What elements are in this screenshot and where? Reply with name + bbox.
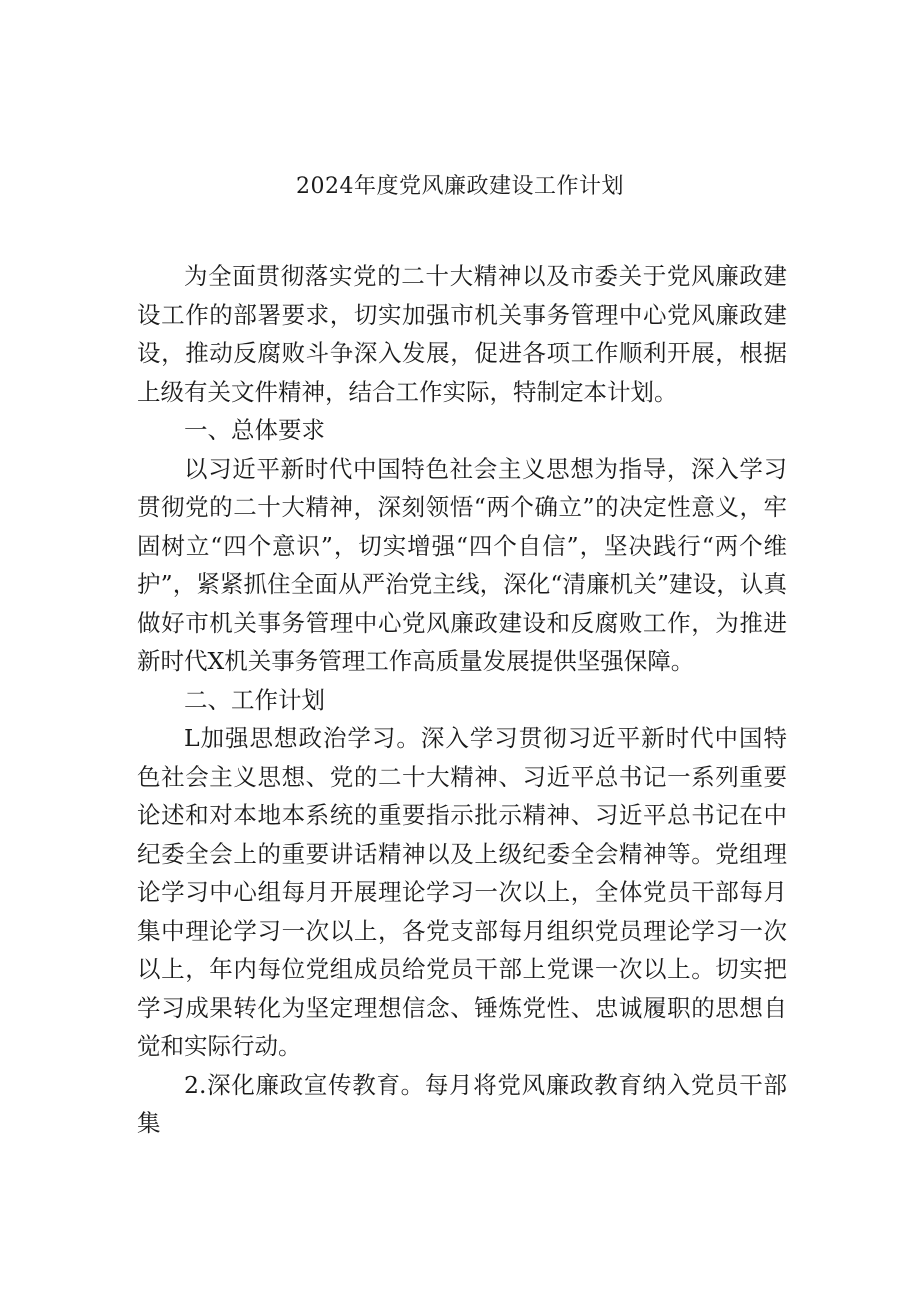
- document-body: [137, 257, 787, 1143]
- section-heading-overall-requirements: 一、总体要求: [184, 416, 325, 444]
- intro-paragraph: 为全面贯彻落实党的二十大精神以及市委关于党风廉政建设工作的部署要求，切实加强市机关事务管理中心党风廉政建设，推动反腐败斗争深入发展，促进各项工作顺利开展，根据上级有关文件精神，结合工作实际，特制定本计划。: [137, 262, 787, 406]
- work-plan-item-2: 2.深化廉政宣传教育。每月将党风廉政教育纳入党员干部集: [137, 1070, 787, 1137]
- section-heading-work-plan: 二、工作计划: [184, 685, 325, 714]
- work-plan-item-1: L加强思想政治学习。深入学习贯彻习近平新时代中国特色社会主义思想、党的二十大精神、习近平总书记一系列重要论述和对本地本系统的重要指示批示精神、习近平总书记在中纪委全会上的重要讲话精神以及上级纪委全会精神等。党组理论学习中心组每月开展理论学习一次以上，全体党员干部每月集中理论学习一次以上，各党支部每月组织党员理论学习一次以上，年内每位党组成员给党员干部上党课一次以上。切实把学习成果转化为坚定理想信念、锤炼党性、忠诚履职的思想自觉和实际行动。: [137, 724, 787, 1060]
- section-overall-requirements-body: 以习近平新时代中国特色社会主义思想为指导，深入学习贯彻党的二十大精神，深刻领悟“两个确立”的决定性意义，牢固树立“四个意识”，切实增强“四个自信”，坚决践行“两个维护”，紧紧抓住全面从严治党主线，深化“清廉机关”建设，认真做好市机关事务管理中心党风廉政建设和反腐败工作，为推进新时代X机关事务管理工作高质量发展提供坚强保障。: [137, 454, 787, 675]
- document-title: 2024年度党风廉政建设工作计划: [296, 174, 624, 199]
